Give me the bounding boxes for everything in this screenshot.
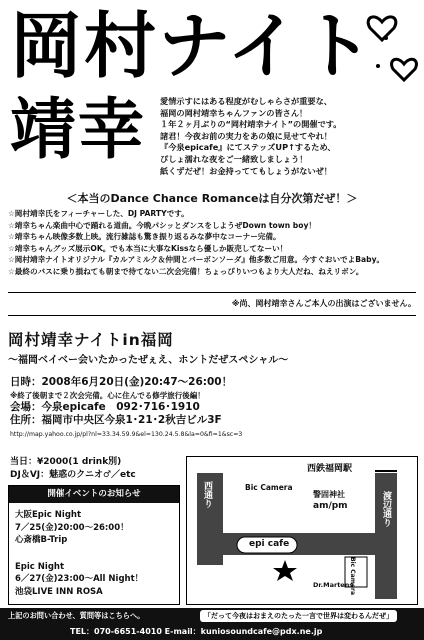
event-item-name: Epic Night <box>15 561 65 572</box>
intro-line: 『今泉epicafe』にてステッズUP↑するため、 <box>160 142 336 153</box>
title-line1: 岡村ナイト <box>10 4 375 88</box>
map-label-kinkos: Kinko's <box>309 521 346 531</box>
ticket-info <box>10 456 136 482</box>
feature-item: ☆靖幸ちゃん楽曲中心で踊れる道曲。今晩パシッとダンスをしようぜDown town boy！ <box>8 220 317 230</box>
map-label-shrine: 警固神社 <box>313 490 345 499</box>
map-label-nishi-dori: 西通り <box>202 481 212 508</box>
intro-text <box>160 96 416 177</box>
upcoming-events-list <box>15 509 143 598</box>
title-line2: 靖幸 <box>10 91 146 168</box>
feature-item: ☆岡村靖幸ナイトオリジナル『カルアミルク＆仲間とバーボンソーダ』他多数ご用意。今すぐおいでよBaby。 <box>8 255 385 265</box>
event-venue: 会場：今泉epicafe 092･716･1910 <box>10 400 200 413</box>
footer-contact-details[interactable]: TEL：070-6651-4010 E-mail：kuniosoundcafe@pdx.ne.jp <box>70 627 323 636</box>
event-date-note: ※終了後朝まで２次会完備。心に住んでる修学旅行後編！ <box>10 390 205 400</box>
intro-line: 愛情示すにはある程度がむしゃらさが重要な、 <box>160 96 332 106</box>
event-address: 住所：福岡市中央区今泉1･21･2秋吉ビル3F <box>10 414 222 426</box>
venue-star-icon <box>273 560 297 581</box>
map-url-link[interactable]: http://map.yahoo.co.jp/pl?nl=33.34.59.9&el=130.24.5.8&la=0&fi=1&sc=3 <box>10 430 243 438</box>
intro-line: ぴしょ濡れな夜をご一緒致しましょう！ <box>160 153 308 164</box>
hearts-decoration <box>362 8 422 98</box>
feature-item: ☆最終のバスに乗り損ねても朝まで待てない二次会完備！ちょっぴりいつもより大人だね、ねえリボン。 <box>8 266 364 276</box>
map-label-station: 西鉄福岡駅 <box>307 464 353 474</box>
upcoming-events-box <box>8 485 180 605</box>
slogan-banner: ＜本当のDance Chance Romanceは自分次第だぜ！＞ <box>66 192 358 205</box>
intro-line: １年２ヶ月ぶりの“岡村靖幸ナイト”の開催です。 <box>160 119 342 130</box>
event-item-time: 7／25(金)20:00〜26:00！ <box>15 522 129 533</box>
heart-icon-2 <box>392 59 417 80</box>
event-item-place: 心斎橋B-Trip <box>15 535 68 545</box>
feature-item: ☆岡村靖幸氏をフィーチャーした、DJ PARTYです。 <box>8 209 189 218</box>
map-label-watanabe-dori: 渡辺通り <box>381 491 391 527</box>
intro-line: 紙くずだぜ！お金持っててもしょうがないぜ！ <box>160 165 332 176</box>
ticket-price: 当日：¥2000(1 drink別) <box>10 457 122 467</box>
intro-line: 福岡の岡村靖幸ちゃんファンの皆さん！ <box>160 107 308 118</box>
event-item-place: 池袋LIVE INN ROSA <box>15 586 103 597</box>
map-label-epicafe: epi cafe <box>249 539 290 549</box>
map-label-ampm: am/pm <box>313 501 348 511</box>
venue-map <box>186 456 418 605</box>
event-subtitle: 〜福岡ベイベー会いたかったぜぇえ、ホントだぜスペシャル〜 <box>8 355 289 366</box>
intro-line: 諸君！今夜お前の実力をあの娘に見せてやれ！ <box>160 130 332 141</box>
map-label-bic-camera: Bic Camera <box>245 483 293 492</box>
map-label-bic-camera-2: Bic Camera <box>349 557 356 596</box>
feature-item: ☆靖幸ちゃんグッズ展示OK。でも本当に大事なKissなら優しか販売してなーい！ <box>8 243 288 253</box>
footer-contact <box>0 608 424 640</box>
event-item-name: 大阪Epic Night <box>15 510 82 520</box>
event-info <box>10 376 242 441</box>
footer-inquiry: 上記のお問い合わせ、質問等はこちらへ。 <box>8 611 145 620</box>
event-title: 岡村靖幸ナイトin福岡 <box>8 331 174 349</box>
feature-item: ☆靖幸ちゃん映像多数上映。流行雑誌も驚き振り返るみな夢中なコーナー完備。 <box>8 232 281 242</box>
footer-quote: 「だって今夜はおまえのたった一言で世界は変わるんだぜ」 <box>200 610 397 622</box>
event-item-time: 6／27(金)23:00〜All Night！ <box>15 574 144 584</box>
heart-icon-1 <box>368 17 396 40</box>
map-roads <box>187 457 417 604</box>
feature-list <box>8 208 418 278</box>
dj-lineup: DJ＆VJ：魅惑のクニオ♂／etc <box>10 470 136 480</box>
event-date: 日時：2008年6月20日(金)20:47〜26:00！ <box>10 376 233 388</box>
notice-bar: ※尚、岡村靖幸さんご本人の出演はございません。 <box>8 292 416 316</box>
upcoming-events-header: 開催イベントのお知らせ <box>9 486 179 503</box>
map-label-drmartens: Dr.Martens <box>313 581 354 589</box>
